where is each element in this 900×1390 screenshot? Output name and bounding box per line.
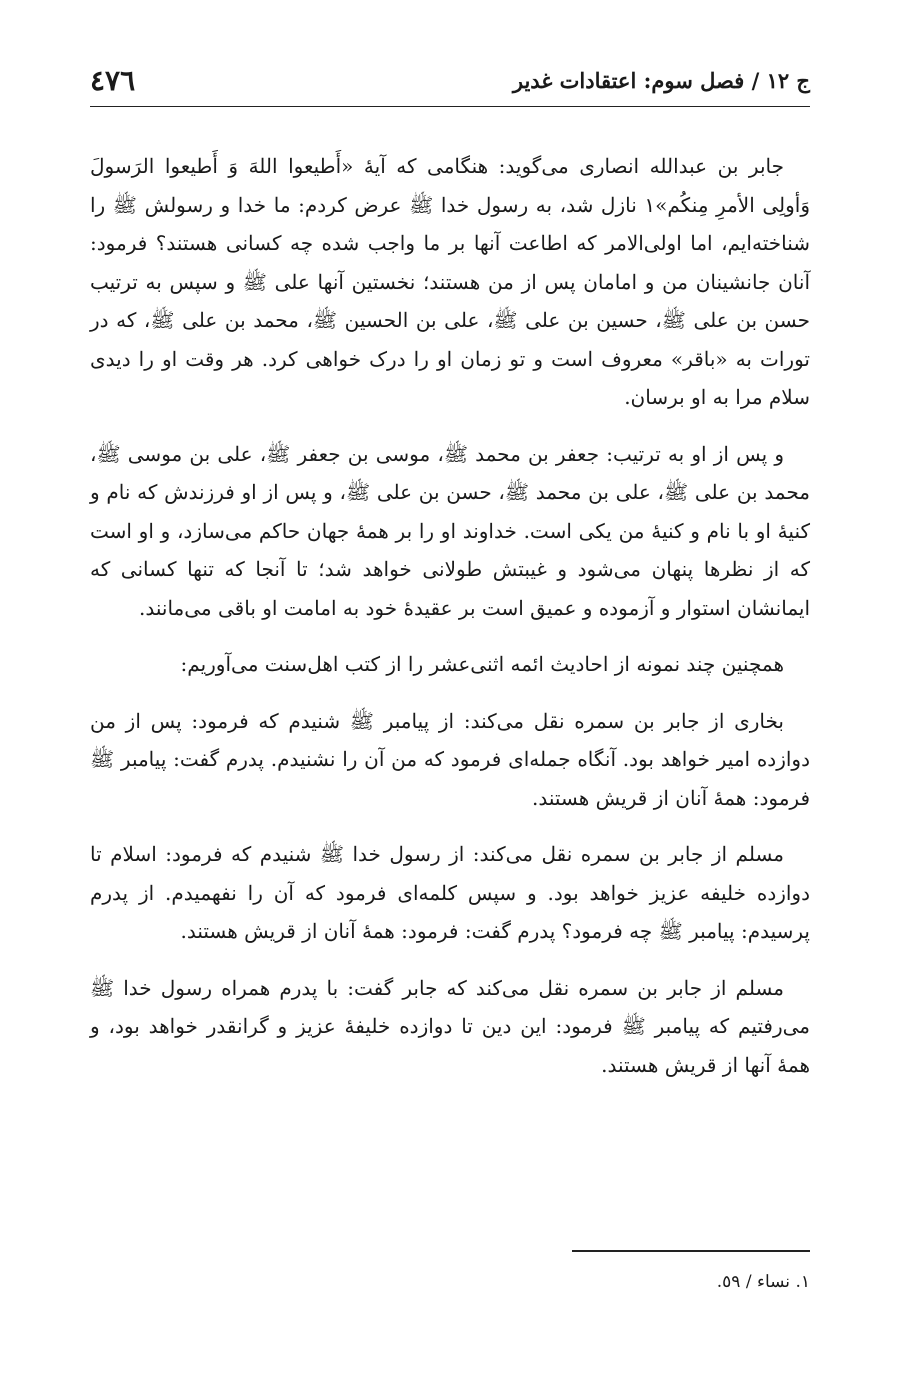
paragraph-1: جابر بن عبدالله انصاری می‌گوید: هنگامی که آیهٔ «أَطیعوا اللهَ وَ أَطیعوا الرَسولَ وَأولِی الأمرِ مِنکُم»١ نازل شد، به رسول خدا ﷺ عرض کردم: ما خدا و رسولش ﷺ را شناخته‌ایم، اما اولی‌الامر که اطاعت آنها بر ما واجب شده چه کسانی هستند؟ فرمود: آنان جانشینان من و امامان پس از من هستند؛ نخستین آنها علی ﷺ و سپس به ترتیب حسن بن علی ﷺ، حسین بن علی ﷺ، علی بن الحسین ﷺ، محمد بن علی ﷺ، که در تورات به «باقر» معروف است و تو زمان او را درک خواهی کرد. هر وقت او را دیدی سلام مرا به او برسان. <box>90 154 811 409</box>
paragraph-4: بخاری از جابر بن سمره نقل می‌کند: از پیامبر ﷺ شنیدم که فرمود: پس از من دوازده امیر خواهد بود. آنگاه جمله‌ای فرمود که من آن را نشنیدم. پدرم گفت: پیامبر ﷺ فرمود: همهٔ آنان از قریش هستند. <box>90 708 810 810</box>
footnote: ١. نساء / ٥٩. <box>716 1272 810 1292</box>
page-header <box>90 58 810 107</box>
paragraph-2: و پس از او به ترتیب: جعفر بن محمد ﷺ، موسی بن جعفر ﷺ، علی بن موسی ﷺ، محمد بن علی ﷺ، علی بن محمد ﷺ، حسن بن علی ﷺ، و پس از او فرزندش که نام و کنیهٔ او با نام و کنیهٔ من یکی است. خداوند او را بر همهٔ جهان حاکم می‌سازد، و او است که از نظرها پنهان می‌شود و غیبتش طولانی خواهد شد؛ تا آنجا که تنها کسانی که ایمانشان استوار و آزموده و عمیق است بر عقیدهٔ خود به امامت او باقی می‌مانند. <box>90 441 810 620</box>
paragraph-5: مسلم از جابر بن سمره نقل می‌کند: از رسول خدا ﷺ شنیدم که فرمود: اسلام تا دوازده خلیفه عزیز خواهد بود. و سپس کلمه‌ای فرمود که آن را نفهمیدم. از پدرم پرسیدم: پیامبر ﷺ چه فرمود؟ پدرم گفت: فرمود: همهٔ آنان از قریش هستند. <box>90 842 811 943</box>
page-number: ٤٧٦ <box>90 64 136 97</box>
paragraph-6: مسلم از جابر بن سمره نقل می‌کند که جابر گفت: با پدرم همراه رسول خدا ﷺ می‌رفتیم که پیامبر ﷺ فرمود: این دین تا دوازده خلیفهٔ عزیز و گرانقدر خواهد بود، و همهٔ آنها از قریش هستند. <box>90 975 810 1077</box>
body-text <box>90 147 810 1084</box>
footnote-divider <box>572 1250 810 1252</box>
paragraph-3: همچنین چند نمونه از احادیث ائمه اثنی‌عشر را از کتب اهل‌سنت می‌آوریم: <box>180 652 784 676</box>
book-page <box>90 58 811 1292</box>
running-title: ج ١٢ / فصل سوم: اعتقادات غدیر <box>512 68 810 93</box>
